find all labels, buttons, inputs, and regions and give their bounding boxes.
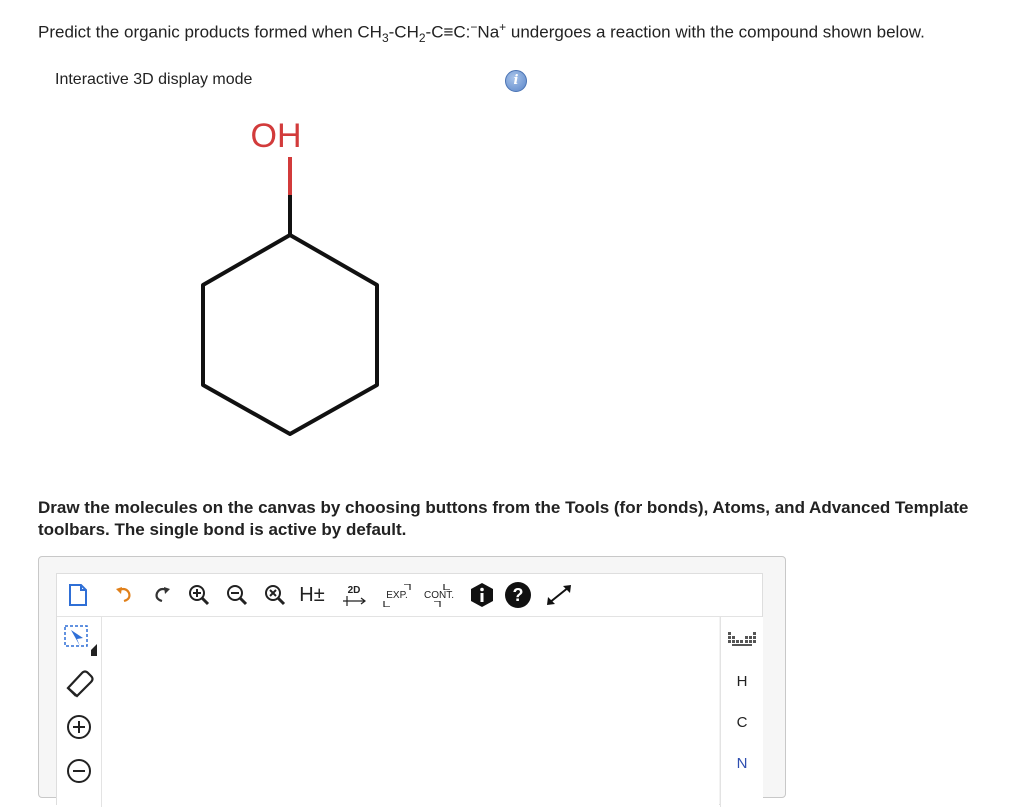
h-label: H± [299,583,325,606]
atom-n-button[interactable]: N [736,755,748,772]
oh-label: OH [250,117,302,155]
editor-frame [56,573,763,805]
exp-label: EXP. [386,589,408,601]
cyclohexane-ring [203,235,377,434]
new-document-icon[interactable] [63,580,93,610]
top-toolbar [57,574,762,617]
periodic-table-icon[interactable] [721,631,763,651]
about-info-icon[interactable] [467,580,497,610]
undo-icon[interactable] [111,580,139,610]
cont-label: CONT. [424,589,454,601]
2d-label: 2D [347,584,361,596]
explicit-hydrogens-button[interactable] [297,580,327,610]
atoms-toolbar [720,617,763,807]
svg-text:?: ? [512,585,524,605]
positive-charge-icon[interactable] [57,707,101,747]
eraser-icon[interactable] [57,663,101,703]
negative-charge-icon[interactable] [57,751,101,791]
molecule-editor [38,556,786,798]
zoom-out-icon[interactable] [223,580,251,610]
drawing-canvas[interactable] [102,617,719,807]
expand-button[interactable] [379,580,415,610]
redo-icon[interactable] [147,580,175,610]
help-icon[interactable] [503,580,533,610]
selection-tool[interactable] [57,619,101,659]
question-text: Predict the organic products formed when $CH_3-CH_2-C\equiv C:^-Na^+$ undergoes a reaction with the compound shown below. [38,20,925,46]
atom-c-button[interactable]: C [736,714,748,731]
display-mode-label: Interactive 3D display mode [55,71,253,88]
left-toolbar [57,617,102,807]
cyclohexanol-structure[interactable] [170,105,430,445]
atom-h-button[interactable]: H [736,673,748,690]
zoom-reset-icon[interactable] [261,580,289,610]
clean-2d-button[interactable] [339,580,369,610]
info-icon[interactable]: i [505,70,527,92]
instructions-text: Draw the molecules on the canvas by choosing buttons from the Tools (for bonds), Atoms, and Advanced Template toolbars. The single bond is active by default. [38,498,969,539]
zoom-in-icon[interactable] [185,580,213,610]
fullscreen-icon[interactable] [541,580,577,610]
contract-button[interactable] [419,580,459,610]
